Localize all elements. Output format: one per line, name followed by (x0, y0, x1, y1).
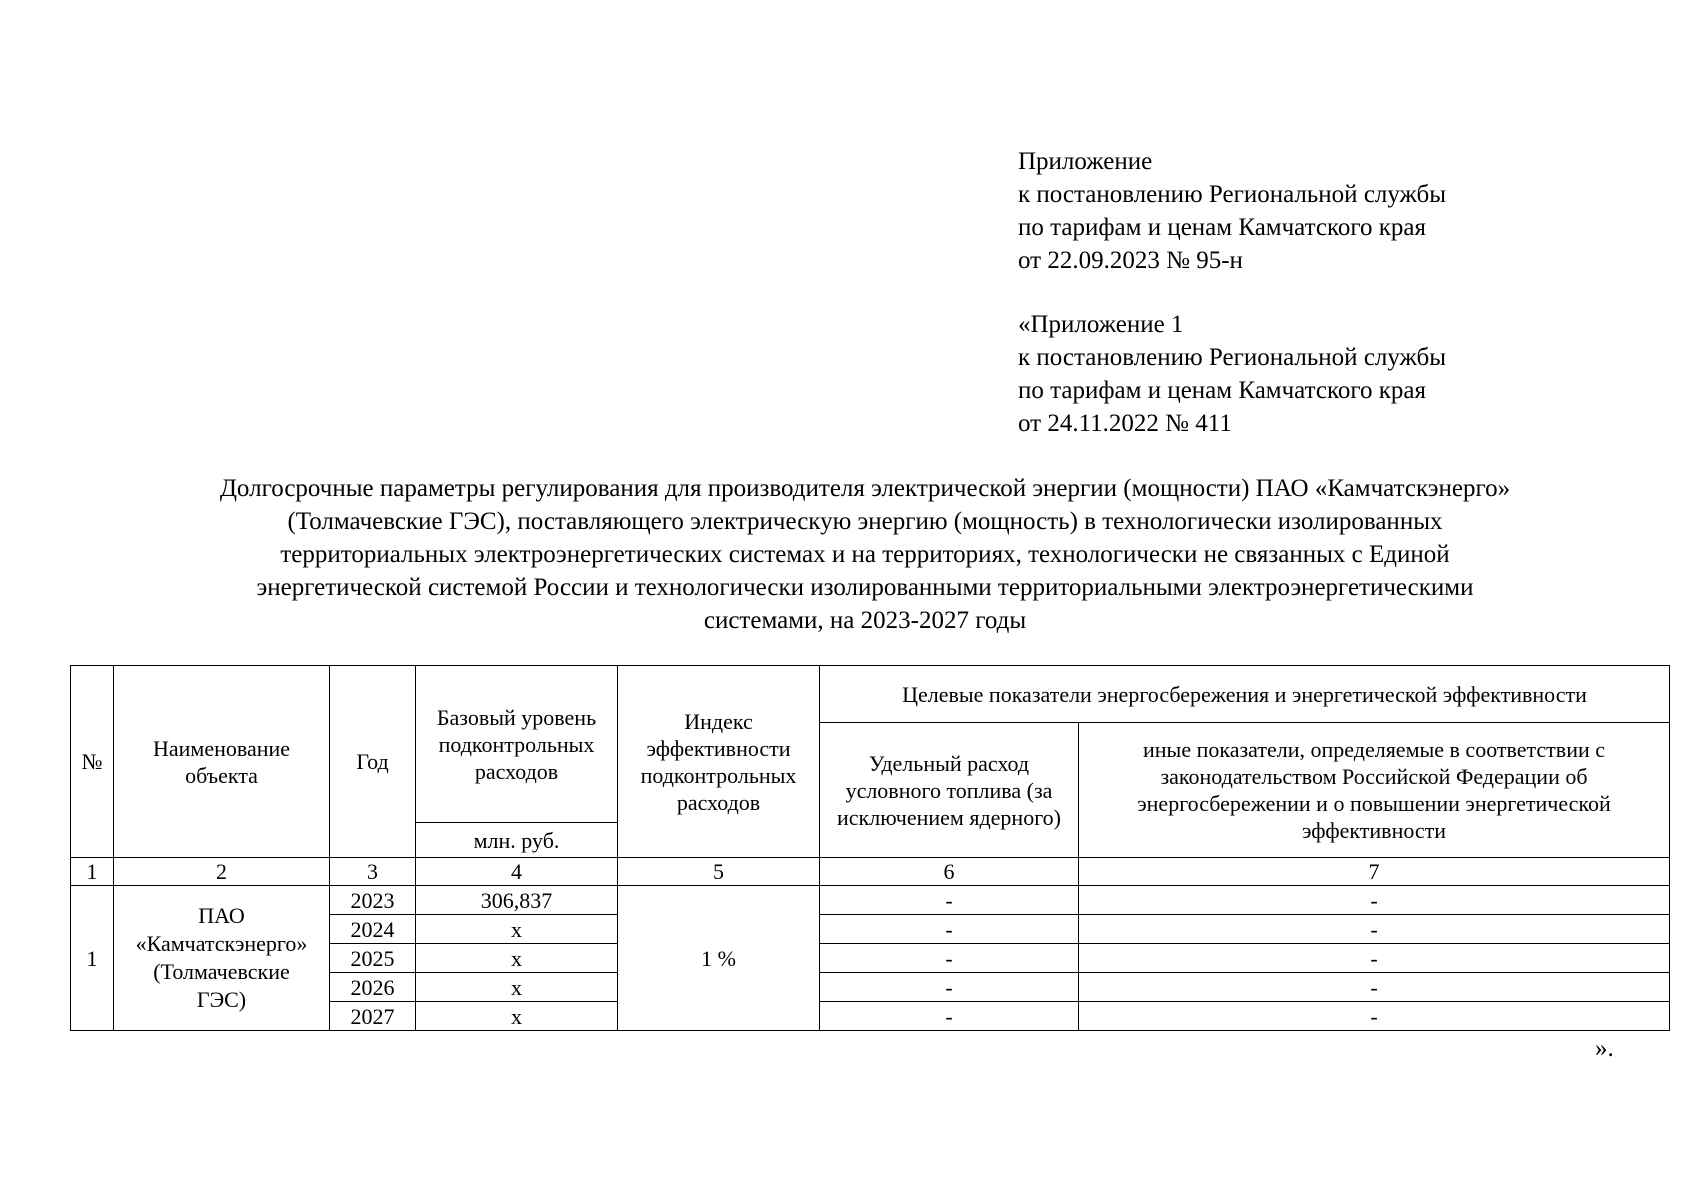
column-number: 2 (114, 858, 330, 886)
title-line: энергетической системой России и технологически изолированными территориальными электроэнергетическими (256, 574, 1474, 601)
column-numbers-row (71, 858, 1670, 886)
appendix-line: по тарифам и ценам Камчатского края (1018, 214, 1426, 241)
base-level-cell: х (416, 915, 618, 944)
appendix-line: по тарифам и ценам Камчатского края (1018, 377, 1426, 404)
fuel-cell: - (820, 973, 1079, 1002)
header-targets-group: Целевые показатели энергосбережения и энергетической эффективности (820, 666, 1670, 723)
appendix-line: от 24.11.2022 № 411 (1018, 410, 1232, 437)
header-year: Год (330, 666, 416, 858)
header-index: Индекс эффективности подконтрольных расходов (618, 666, 820, 858)
object-name-line: ГЭС) (196, 987, 247, 1012)
title-line: территориальных электроэнергетических системах и на территориях, технологически не связанных с Единой (280, 541, 1450, 568)
base-level-cell: х (416, 1002, 618, 1031)
appendix-line: Приложение (1018, 148, 1153, 175)
other-indicators-cell: - (1079, 915, 1670, 944)
appendix-header-current (1018, 145, 1446, 277)
base-level-cell: х (416, 944, 618, 973)
appendix-header-previous (1018, 308, 1446, 440)
appendix-line: «Приложение 1 (1018, 311, 1184, 338)
column-number: 3 (330, 858, 416, 886)
appendix-line: от 22.09.2023 № 95-н (1018, 247, 1243, 274)
fuel-cell: - (820, 886, 1079, 915)
header-base-level: Базовый уровень подконтрольных расходов (416, 666, 618, 823)
other-indicators-cell: - (1079, 944, 1670, 973)
regulation-parameters-table (70, 665, 1670, 1031)
other-indicators-cell: - (1079, 973, 1670, 1002)
title-line: системами, на 2023-2027 годы (703, 607, 1027, 634)
year-cell: 2025 (330, 944, 416, 973)
object-name-line: «Камчатскэнерго» (135, 931, 308, 956)
header-base-unit: млн. руб. (416, 823, 618, 858)
fuel-cell: - (820, 1002, 1079, 1031)
object-name-line: (Толмачевские (153, 959, 290, 984)
header-num: № (71, 666, 114, 858)
column-number: 5 (618, 858, 820, 886)
year-cell: 2023 (330, 886, 416, 915)
fuel-cell: - (820, 915, 1079, 944)
closing-quote-mark: ». (1595, 1035, 1614, 1062)
year-cell: 2024 (330, 915, 416, 944)
efficiency-index-cell: 1 % (618, 886, 820, 1031)
title-line: (Толмачевские ГЭС), поставляющего электрическую энергию (мощность) в технологически изолированных (287, 508, 1443, 535)
table-row (71, 886, 1670, 915)
row-number: 1 (71, 886, 114, 1031)
title-line: Долгосрочные параметры регулирования для производителя электрической энергии (мощности) ПАО «Камчатскэнерго» (219, 475, 1511, 502)
base-level-cell: 306,837 (416, 886, 618, 915)
header-fuel: Удельный расход условного топлива (за исключением ядерного) (820, 723, 1079, 858)
fuel-cell: - (820, 944, 1079, 973)
year-cell: 2027 (330, 1002, 416, 1031)
appendix-line: к постановлению Региональной службы (1018, 181, 1447, 208)
column-number: 7 (1079, 858, 1670, 886)
header-other: иные показатели, определяемые в соответствии с законодательством Российской Федерации об энергосбережении и о повышении энергетической эффективности (1079, 723, 1670, 858)
document-title (100, 472, 1630, 637)
column-number: 6 (820, 858, 1079, 886)
object-name (114, 886, 330, 1031)
column-number: 1 (71, 858, 114, 886)
other-indicators-cell: - (1079, 886, 1670, 915)
base-level-cell: х (416, 973, 618, 1002)
object-name-line: ПАО (198, 903, 245, 928)
year-cell: 2026 (330, 973, 416, 1002)
header-name: Наименование объекта (114, 666, 330, 858)
column-number: 4 (416, 858, 618, 886)
appendix-line: к постановлению Региональной службы (1018, 344, 1447, 371)
other-indicators-cell: - (1079, 1002, 1670, 1031)
